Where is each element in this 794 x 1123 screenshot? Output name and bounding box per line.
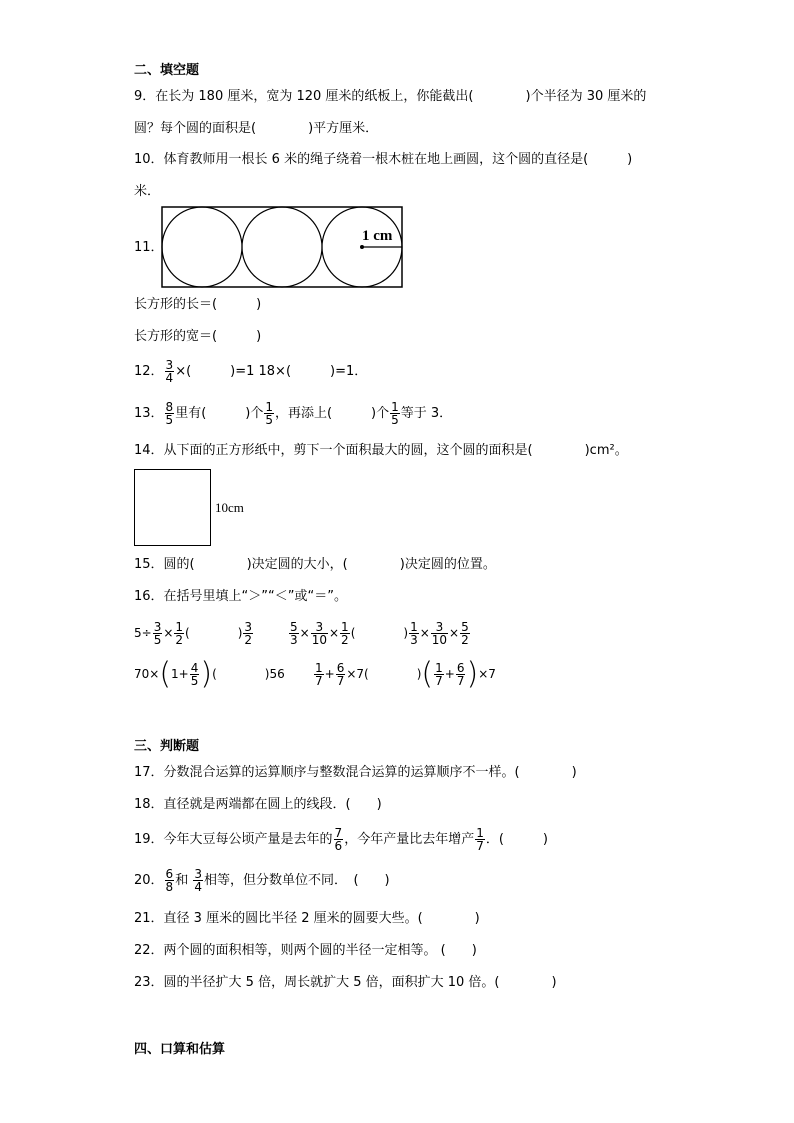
- fraction-8-5: $\frac{8}{5}$: [165, 400, 174, 427]
- section-title-mental-math: 四、口算和估算: [134, 1042, 226, 1057]
- question-20: 20． $\frac{6}{8}$ 和 $\frac{3}{4}$ 相等，但分数单位不同． ( ): [134, 867, 390, 894]
- square-side-label: 10cm: [215, 500, 244, 515]
- section-title-fill: 二、填空题: [134, 63, 200, 78]
- question-10-line1: 10．体育教师用一根长 6 米的绳子绕着一根木桩在地上画圆，这个圆的直径是( ): [134, 152, 633, 167]
- compare-expression-3: 70×(1+ $\frac{4}{5}$ )( )56: [134, 656, 285, 692]
- question-12: [134, 357, 367, 387]
- radius-label: 1 cm: [362, 228, 393, 244]
- question-12-number: 12．: [134, 364, 164, 379]
- question-10-line2: 米．: [134, 184, 161, 199]
- question-9-line1: 9．在长为 180 厘米，宽为 120 厘米的纸板上，你能截出( )个半径为 30 厘米的: [134, 89, 647, 104]
- question-16: 16．在括号里填上“＞”“＜”或“＝”。: [134, 589, 347, 604]
- question-19: 19．今年大豆每公顷产量是去年的 $\frac{7}{6}$ ，今年产量比去年增产 $\frac{1}{7}$ ．( ): [134, 826, 548, 853]
- compare-expression-1: 5÷ $\frac{3}{5}$ × $\frac{1}{2}$ ( ) $\frac{3}{2}$: [134, 620, 253, 647]
- square-paper-figure: [134, 469, 211, 546]
- compare-expression-4: $\frac{1}{7}$ + $\frac{6}{7}$ ×7( )( $\frac{1}{7}$ + $\frac{6}{7}$ )×7: [315, 656, 496, 692]
- rectangle-width-blank: 长方形的宽＝( ): [134, 329, 262, 344]
- circle-2: [242, 207, 322, 287]
- circle-1: [162, 207, 242, 287]
- question-17: 17．分数混合运算的运算顺序与整数混合运算的运算顺序不一样。( ): [134, 765, 577, 780]
- question-21: 21．直径 3 厘米的圆比半径 2 厘米的圆要大些。( ): [134, 911, 480, 926]
- fraction-1-5-b: $\frac{1}{5}$: [391, 400, 399, 427]
- question-11-number: 11．: [134, 240, 164, 255]
- question-14: 14．从下面的正方形纸中，剪下一个面积最大的圆，这个圆的面积是( )cm²。: [134, 443, 628, 458]
- question-9-line2: 圆？每个圆的面积是( )平方厘米．: [134, 121, 379, 136]
- rectangle-three-circles-figure: [160, 205, 404, 289]
- fraction-3-4: $\frac{3}{4}$: [165, 358, 174, 385]
- question-13: 13． $\frac{8}{5}$ 里有( )个 $\frac{1}{5}$ ，再添上( )个 $\frac{1}{5}$ 等于 3．: [134, 400, 453, 427]
- compare-expression-2: $\frac{5}{3}$ × $\frac{3}{10}$ × $\frac{1}{2}$ ( ) $\frac{1}{3}$ × $\frac{3}{10}$ × $\frac{5}{2}$: [290, 620, 469, 647]
- question-22: 22．两个圆的面积相等，则两个圆的半径一定相等。 ( ): [134, 943, 477, 958]
- fraction-1-5: $\frac{1}{5}$: [265, 400, 273, 427]
- question-23: 23．圆的半径扩大 5 倍，周长就扩大 5 倍，面积扩大 10 倍。( ): [134, 975, 557, 990]
- rectangle-length-blank: 长方形的长＝( ): [134, 297, 262, 312]
- section-title-judge: 三、判断题: [134, 739, 200, 754]
- question-12-text: ×( )=1 18×( )=1．: [175, 364, 368, 379]
- question-15: 15．圆的( )决定圆的大小，( )决定圆的位置。: [134, 557, 496, 572]
- question-18: 18．直径就是两端都在圆上的线段．( ): [134, 797, 382, 812]
